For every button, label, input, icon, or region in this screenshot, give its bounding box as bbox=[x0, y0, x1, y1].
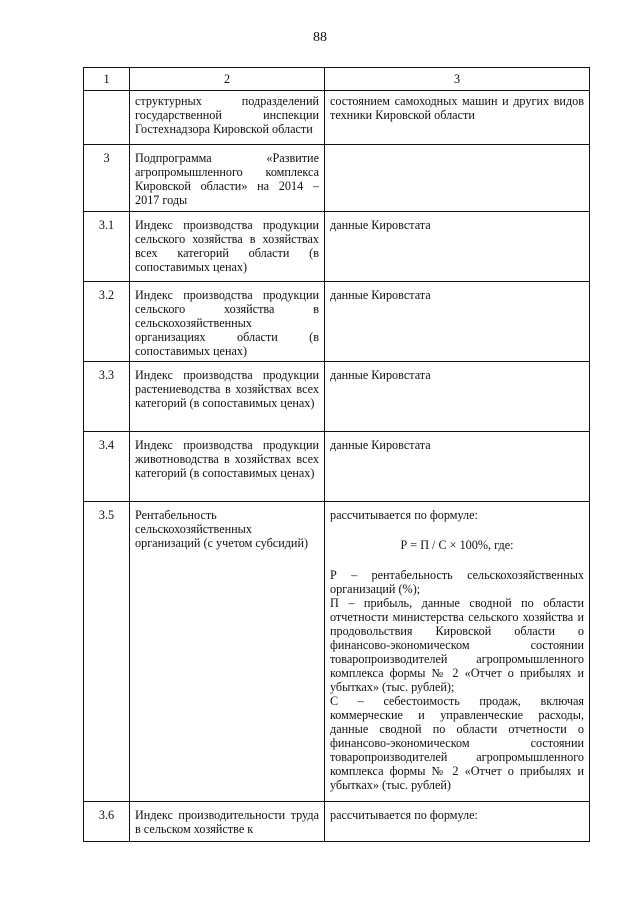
table-row bbox=[84, 502, 590, 802]
table-row bbox=[84, 802, 590, 842]
table-header-row bbox=[84, 68, 590, 91]
column-header: 2 bbox=[130, 68, 325, 91]
row-number: 3.3 bbox=[84, 362, 130, 432]
indicator-source: состоянием самоходных машин и других видов техники Кировской области bbox=[325, 91, 590, 145]
indicator-source: данные Кировстата bbox=[325, 282, 590, 362]
row-number: 3 bbox=[84, 145, 130, 212]
indicator-name: Рентабельность сельскохозяйственных организаций (с учетом субсидий) bbox=[130, 502, 325, 802]
row-number: 3.2 bbox=[84, 282, 130, 362]
indicator-source bbox=[325, 502, 590, 802]
indicator-name: Индекс производства продукции растениеводства в хозяйствах всех категорий (в сопоставимых ценах) bbox=[130, 362, 325, 432]
indicator-table bbox=[83, 67, 590, 842]
table-row bbox=[84, 91, 590, 145]
table-row bbox=[84, 282, 590, 362]
formula: Р = П / С × 100%, где: bbox=[400, 538, 514, 552]
table-row bbox=[84, 212, 590, 282]
row-number bbox=[84, 91, 130, 145]
definition-r: Р – рентабельность сельскохозяйственных организаций (%); bbox=[330, 568, 584, 596]
row-number: 3.1 bbox=[84, 212, 130, 282]
indicator-source: данные Кировстата bbox=[325, 362, 590, 432]
indicator-name: Индекс производства продукции сельского хозяйства в сельскохозяйственных организациях области (в сопоставимых ценах) bbox=[130, 282, 325, 362]
definition-p: П – прибыль, данные сводной по области отчетности министерства сельского хозяйства и продовольствия Кировской области о финансово-экономическом состоянии товаропроизводителей агропромышленного комплекса формы № 2 «Отчет о прибылях и убытках» (тыс. рублей); bbox=[330, 596, 584, 694]
definition-c: С – себестоимость продаж, включая коммерческие и управленческие расходы, данные сводной по области отчетности о финансово-экономическом состоянии товаропроизводителей агропромышленного комплекса формы № 2 «Отчет о прибылях и убытках» (тыс. рублей) bbox=[330, 694, 584, 792]
indicator-name: Индекс производительности труда в сельском хозяйстве к bbox=[130, 802, 325, 842]
indicator-source: рассчитывается по формуле: bbox=[325, 802, 590, 842]
formula-intro: рассчитывается по формуле: bbox=[330, 508, 478, 522]
indicator-source bbox=[325, 145, 590, 212]
indicator-name: структурных подразделений государственной инспекции Гостехнадзора Кировской области bbox=[130, 91, 325, 145]
indicator-name: Индекс производства продукции животноводства в хозяйствах всех категорий (в сопоставимых ценах) bbox=[130, 432, 325, 502]
indicator-source: данные Кировстата bbox=[325, 212, 590, 282]
row-number: 3.4 bbox=[84, 432, 130, 502]
column-header: 3 bbox=[325, 68, 590, 91]
page-number: 88 bbox=[313, 30, 327, 45]
table-row bbox=[84, 432, 590, 502]
indicator-name: Подпрограмма «Развитие агропромышленного комплекса Кировской области» на 2014 – 2017 годы bbox=[130, 145, 325, 212]
table-row bbox=[84, 362, 590, 432]
table-row bbox=[84, 145, 590, 212]
column-header: 1 bbox=[84, 68, 130, 91]
row-number: 3.5 bbox=[84, 502, 130, 802]
indicator-name: Индекс производства продукции сельского хозяйства в хозяйствах всех категорий области (в сопоставимых ценах) bbox=[130, 212, 325, 282]
indicator-source: данные Кировстата bbox=[325, 432, 590, 502]
row-number: 3.6 bbox=[84, 802, 130, 842]
